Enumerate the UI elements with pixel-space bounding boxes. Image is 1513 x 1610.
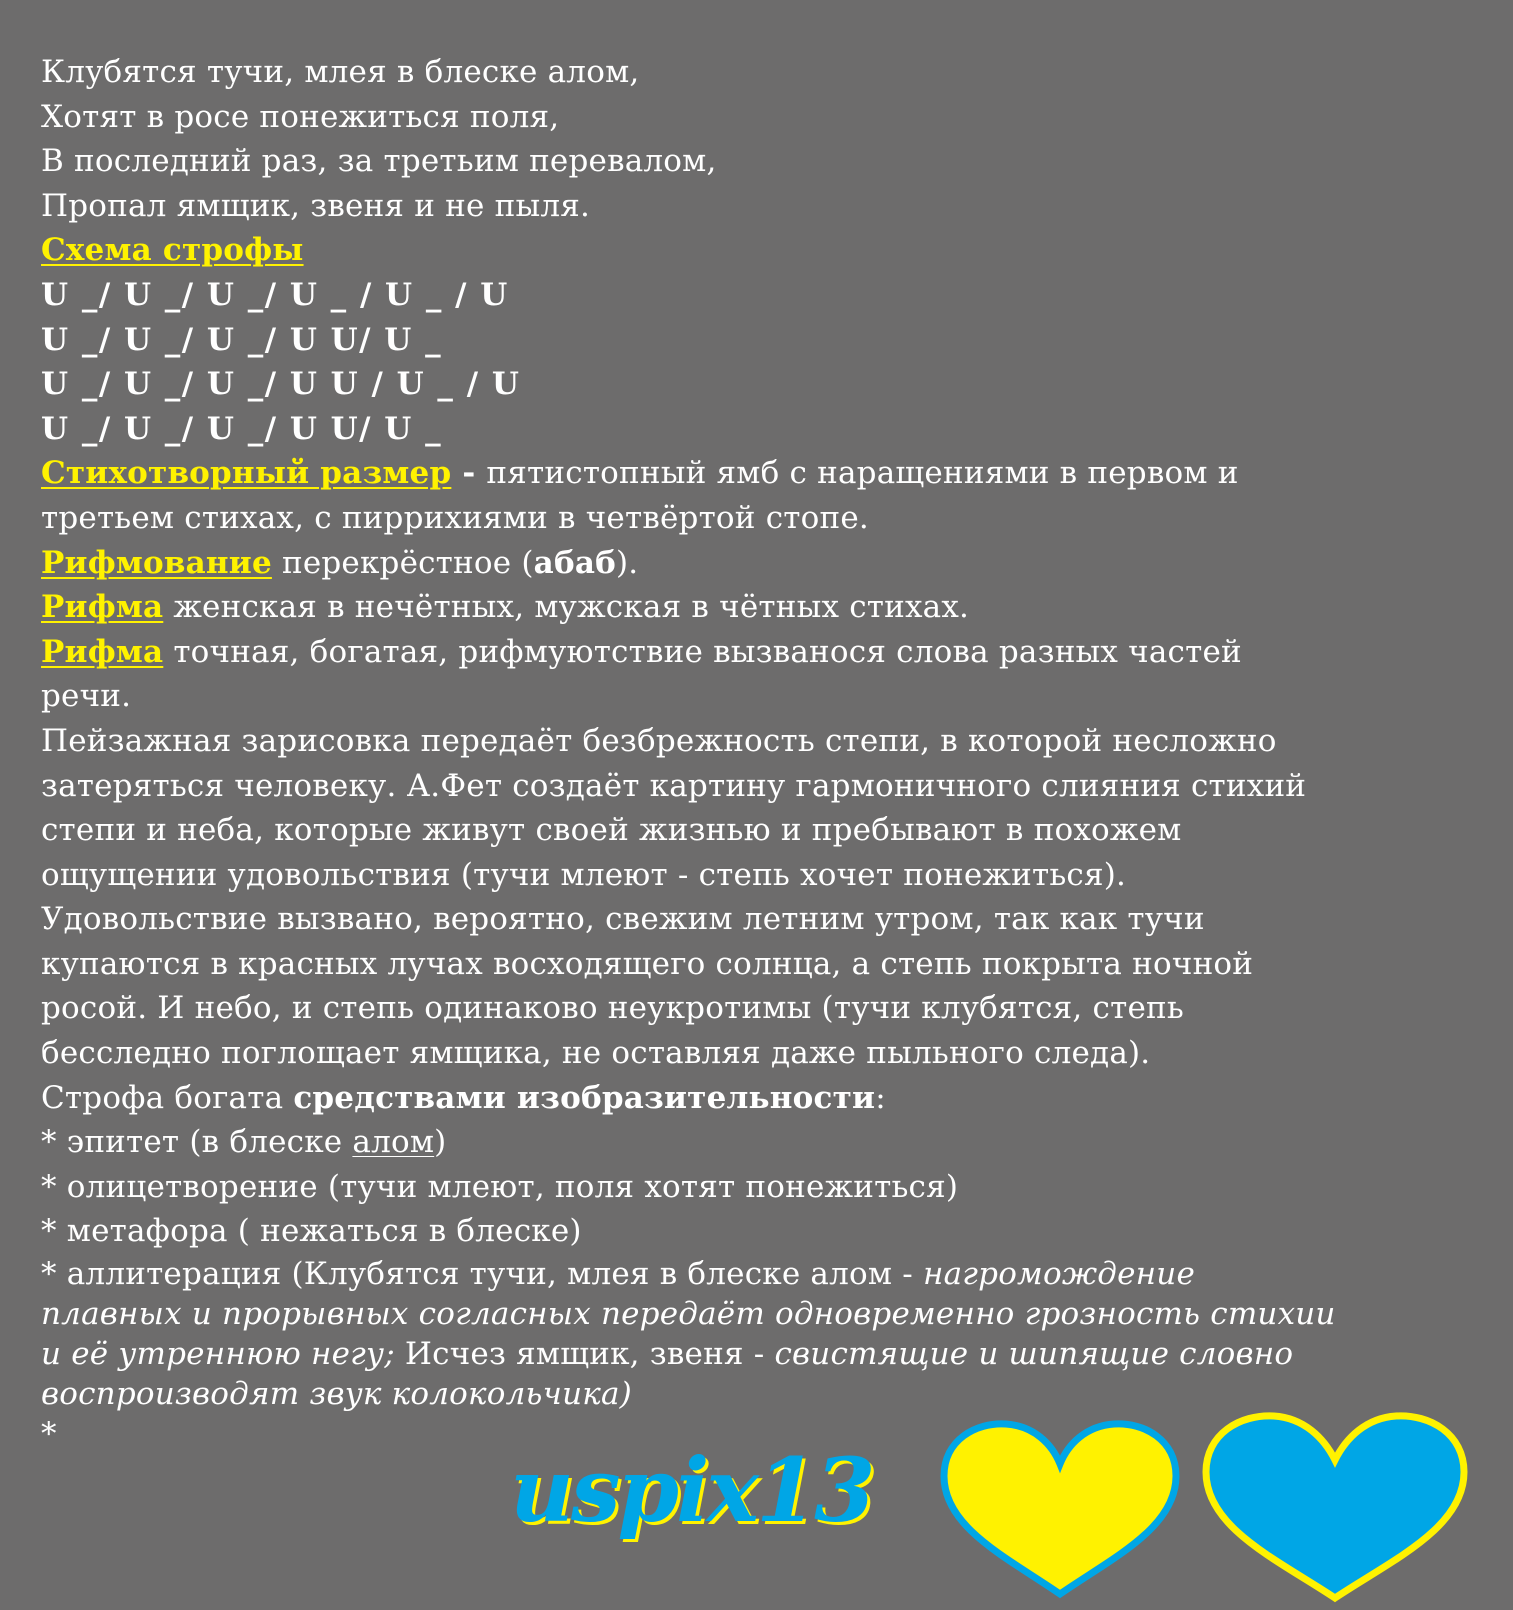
epithet-underlined: алом [352,1124,435,1161]
scheme-line-2: U _/ U _/ U _/ U U/ U _ [41,321,443,358]
allit-italic-1: нагромождение [922,1256,1195,1293]
means-line [41,1076,1481,1121]
allit-italic-3: и её утреннюю негу; [41,1336,395,1373]
list-item-alliteration-3 [41,1334,1481,1374]
description-line-5: Удовольствие вызвано, вероятно, свежим летним утром, так как тучи [41,901,1205,938]
scheme-label: Схема строфы [41,232,304,269]
allit-pre: * аллитерация (Клубятся тучи, млея в блеске алом - [41,1256,923,1293]
means-suffix: : [875,1079,886,1116]
epithet-post: ) [434,1124,447,1161]
rhyme-text-2: точная, богатая, рифмуютствие вызванося слова разных частей [163,633,1242,670]
rhyme-line-3: речи. [41,678,132,715]
poem-line-2: Хотят в росе понежиться поля, [41,98,560,135]
rhyme-line-1 [41,585,1481,630]
description-line-4: ощущении удовольствия (тучи млеют - степь хочет понежиться). [41,856,1127,893]
meter-dash: - [451,455,487,492]
rhyming-end: ). [615,544,639,581]
scheme-line-1: U _/ U _/ U _/ U _ / U _ / U [41,276,509,313]
rhyming-line [41,541,1481,586]
epithet-pre: * эпитет (в блеске [41,1124,353,1161]
blue-heart-icon [1200,1410,1470,1606]
means-prefix: Строфа богата [41,1079,294,1116]
rhyming-label: Рифмование [41,544,272,581]
list-item-alliteration-4: воспроизводят звук колокольчика) [41,1376,632,1413]
list-item-epithet [41,1120,1481,1165]
list-item-metaphor: * метафора ( нежаться в блеске) [41,1213,582,1250]
article-body [41,50,1481,1454]
poem-line-3: В последний раз, за третьим перевалом, [41,143,717,180]
description-line-8: бесследно поглощает ямщика, не оставляя даже пыльного следа). [41,1035,1151,1072]
means-bold: средствами изобразительности [293,1079,876,1116]
meter-text: пятистопный ямб с наращениями в первом и [486,455,1239,492]
allit-mid: Исчез ямщик, звеня - [394,1336,775,1373]
description-line-1: Пейзажная зарисовка передаёт безбрежность степи, в которой несложно [41,722,1277,759]
rhyme-label-1: Рифма [41,589,164,626]
list-item-last: * [41,1416,57,1453]
poem-line-1: Клубятся тучи, млея в блеске алом, [41,54,640,90]
description-line-3: степи и неба, которые живут своей жизнью и пребывают в похожем [41,812,1182,849]
description-line-2: затеряться человеку. А.Фет создаёт картину гармоничного слияния стихий [41,767,1307,804]
yellow-heart-icon [938,1418,1182,1602]
rhyme-line-2 [41,630,1481,675]
scheme-heading [41,228,1481,273]
list-item-alliteration-2: плавных и прорывных согласных передаёт одновременно грозность стихии [41,1296,1336,1333]
rhyme-text-1: женская в нечётных, мужская в чётных стихах. [163,589,970,626]
description-line-7: росой. И небо, и степь одинаково неукротимы (тучи клубятся, степь [41,990,1184,1027]
meter-label: Стихотворный размер [41,455,452,492]
rhyme-label-2: Рифма [41,633,164,670]
scheme-line-3: U _/ U _/ U _/ U U / U _ / U [41,366,521,403]
meter-line-1 [41,451,1481,496]
list-item-alliteration-1 [41,1254,1481,1294]
logo-area [510,1418,1510,1603]
meter-line-2: третьем стихах, с пиррихиями в четвёртой стопе. [41,499,869,536]
rhyming-scheme: абаб [533,544,616,581]
blue-heart-shape [1206,1416,1464,1598]
list-item-personification: * олицетворение (тучи млеют, поля хотят понежиться) [41,1168,959,1205]
allit-italic-4: свистящие и шипящие словно [774,1336,1294,1373]
poem-line-4: Пропал ямщик, звеня и не пыля. [41,187,591,224]
rhyming-text: перекрёстное ( [271,544,534,581]
description-line-6: купаются в красных лучах восходящего солнца, а степь покрыта ночной [41,945,1254,982]
yellow-heart-shape [944,1424,1176,1594]
scheme-line-4: U _/ U _/ U _/ U U/ U _ [41,410,443,447]
brand-logo: uspix13 [510,1438,873,1542]
